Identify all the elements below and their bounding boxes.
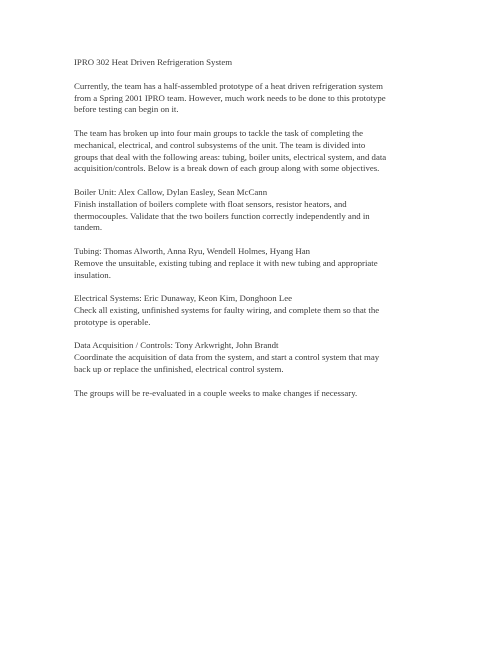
group-data-acquisition bbox=[74, 340, 440, 375]
group-tubing bbox=[74, 246, 440, 281]
intro-line: before testing can begin on it. bbox=[74, 104, 179, 115]
group-line: Check all existing, unfinished systems for faulty wiring, and complete them so that the bbox=[74, 304, 380, 315]
group-electrical-systems bbox=[74, 293, 440, 328]
overview-line: acquisition/controls. Below is a break down of each group along with some objectives. bbox=[74, 163, 380, 174]
group-line: insulation. bbox=[74, 269, 111, 280]
intro-paragraph bbox=[74, 81, 440, 116]
overview-line: The team has broken up into four main groups to tackle the task of completing the bbox=[74, 127, 363, 138]
closing-line: The groups will be re-evaluated in a couple weeks to make changes if necessary. bbox=[74, 387, 358, 398]
group-line: prototype is operable. bbox=[74, 316, 151, 327]
overview-paragraph bbox=[74, 128, 440, 175]
group-heading: Data Acquisition / Controls: Tony Arkwright, John Brandt bbox=[74, 340, 279, 351]
group-line: back up or replace the unfinished, electrical control system. bbox=[74, 363, 284, 374]
group-line: tandem. bbox=[74, 222, 103, 233]
document-title: IPRO 302 Heat Driven Refrigeration System bbox=[74, 57, 233, 67]
group-line: Finish installation of boilers complete with float sensors, resistor heators, and bbox=[74, 198, 347, 209]
group-boiler-unit bbox=[74, 187, 440, 234]
group-heading: Electrical Systems: Eric Dunaway, Keon Kim, Donghoon Lee bbox=[74, 293, 293, 304]
group-heading: Boiler Unit: Alex Callow, Dylan Easley, Sean McCann bbox=[74, 186, 268, 197]
group-line: thermocouples. Validate that the two boilers function correctly independently and in bbox=[74, 210, 370, 221]
overview-line: groups that deal with the following areas: tubing, boiler units, electrical system, and data bbox=[74, 151, 387, 162]
group-line: Remove the unsuitable, existing tubing and replace it with new tubing and appropriate bbox=[74, 257, 378, 268]
overview-line: mechanical, electrical, and control subsystems of the unit. The team is divided into bbox=[74, 139, 366, 150]
intro-line: from a Spring 2001 IPRO team. However, much work needs to be done to this prototype bbox=[74, 92, 386, 103]
closing-paragraph bbox=[74, 388, 440, 400]
group-line: Coordinate the acquisition of data from the system, and start a control system that may bbox=[74, 352, 380, 363]
intro-line: Currently, the team has a half-assembled prototype of a heat driven refrigeration system bbox=[74, 80, 383, 91]
group-heading: Tubing: Thomas Alworth, Anna Ryu, Wendell Holmes, Hyang Han bbox=[74, 245, 311, 256]
